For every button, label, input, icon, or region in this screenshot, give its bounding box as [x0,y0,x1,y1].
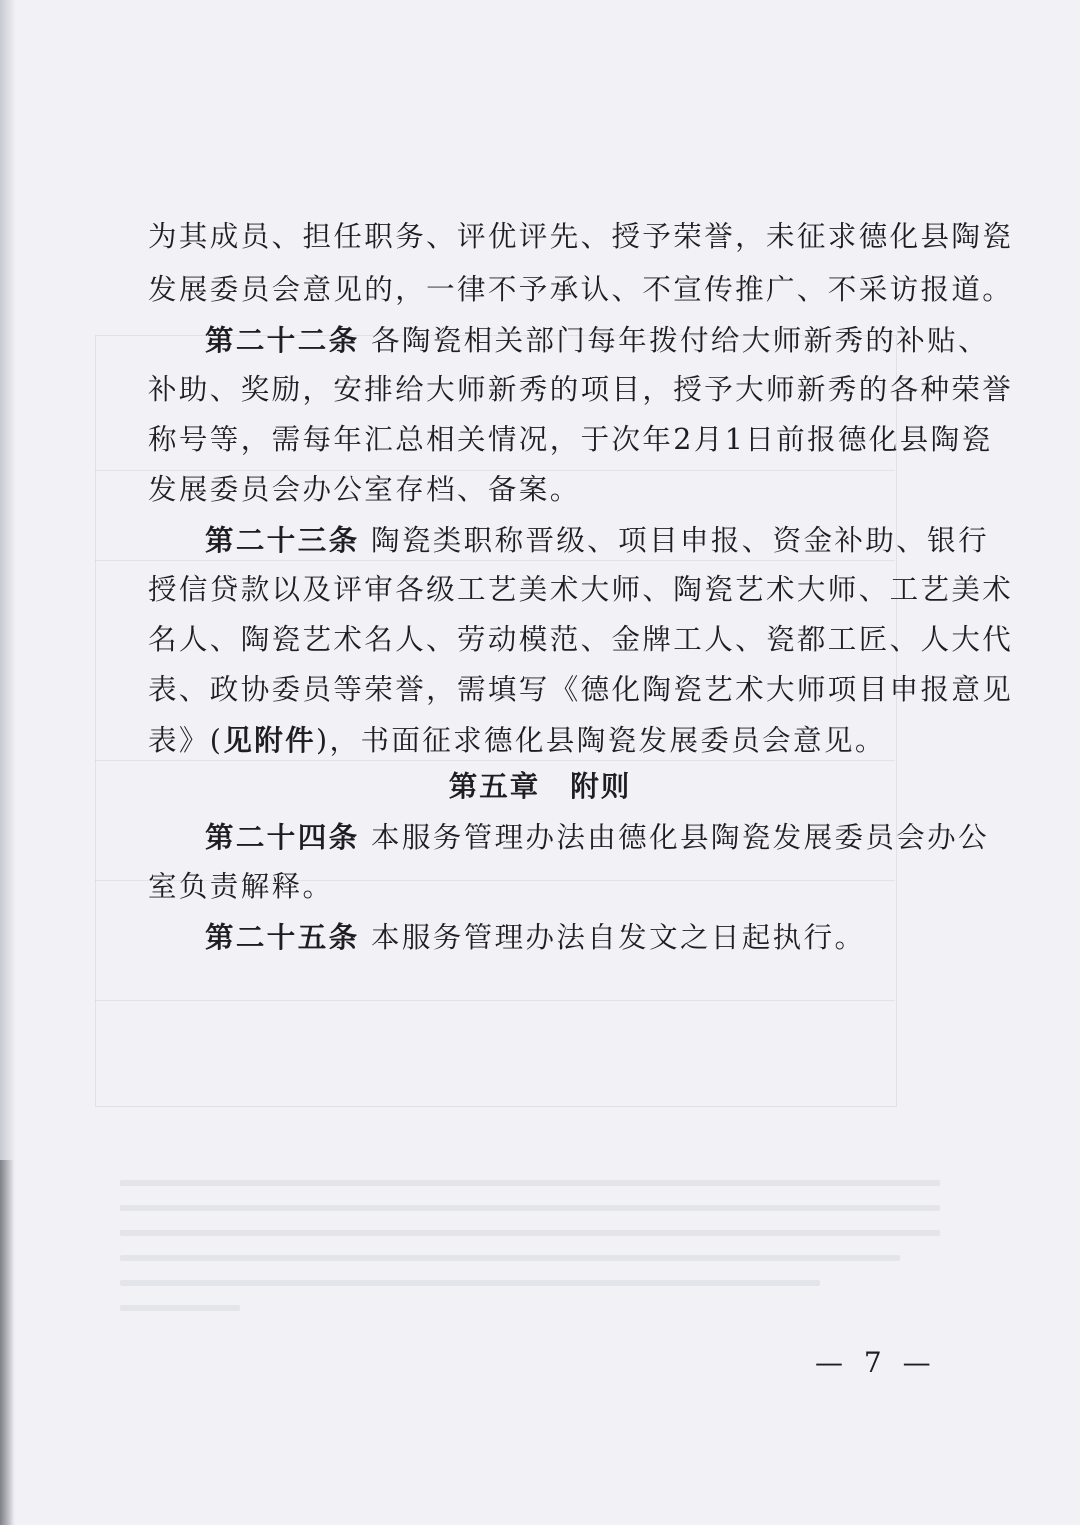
article-22-first-line [205,318,989,362]
paragraph-line [148,718,886,762]
article-number: 第二十五条 [205,920,360,954]
attachment-reference: 见附件 [223,723,317,757]
paragraph-line: 表、政协委员等荣誉，需填写《德化陶瓷艺术大师项目申报意见 [148,673,1014,706]
paragraph-line: 为其成员、担任职务、评优评先、授予荣誉，未征求德化县陶瓷 [148,220,1014,253]
paragraph-line: 名人、陶瓷艺术名人、劳动模范、金牌工人、瓷都工匠、人大代 [148,623,1014,656]
paragraph-line: 授信贷款以及评审各级工艺美术大师、陶瓷艺术大师、工艺美术 [148,573,1014,606]
article-24-first-line [205,815,989,859]
article-text: 本服务管理办法自发文之日起执行。 [370,921,866,954]
text-segment: )，书面征求德化县陶瓷发展委员会意见。 [316,724,886,757]
bleed-through-text [120,1280,820,1286]
bleed-through-text [120,1180,940,1186]
text-segment: 表》( [148,724,224,757]
paragraph-line: 称号等，需每年汇总相关情况，于次年2月1日前报德化县陶瓷 [148,423,993,456]
page-shadow-bottom-left [0,1160,14,1525]
article-number: 第二十二条 [205,323,360,357]
paragraph-line: 发展委员会办公室存档、备案。 [148,473,581,506]
bleed-through-text [120,1230,940,1236]
bleed-through-text [120,1255,900,1261]
bleed-through-text [120,1305,240,1311]
chapter-number: 第五章 [448,770,541,803]
paragraph-line: 室负责解释。 [148,870,334,903]
chapter-heading [0,765,1080,809]
article-25-first-line [205,915,865,959]
bleed-through-text [120,1205,940,1211]
article-text: 陶瓷类职称晋级、项目申报、资金补助、银行 [370,524,989,557]
article-text: 各陶瓷相关部门每年拨付给大师新秀的补贴、 [370,324,989,357]
article-23-first-line [205,518,989,562]
chapter-title: 附则 [570,770,632,803]
bleed-through-line [95,1000,895,1001]
paragraph-line: 发展委员会意见的，一律不予承认、不宣传推广、不采访报道。 [148,273,1014,306]
page-number: — 7 — [815,1346,937,1379]
paragraph-line: 补助、奖励，安排给大师新秀的项目，授予大师新秀的各种荣誉 [148,373,1014,406]
article-text: 本服务管理办法由德化县陶瓷发展委员会办公 [370,821,989,854]
article-number: 第二十四条 [205,820,360,854]
article-number: 第二十三条 [205,523,360,557]
